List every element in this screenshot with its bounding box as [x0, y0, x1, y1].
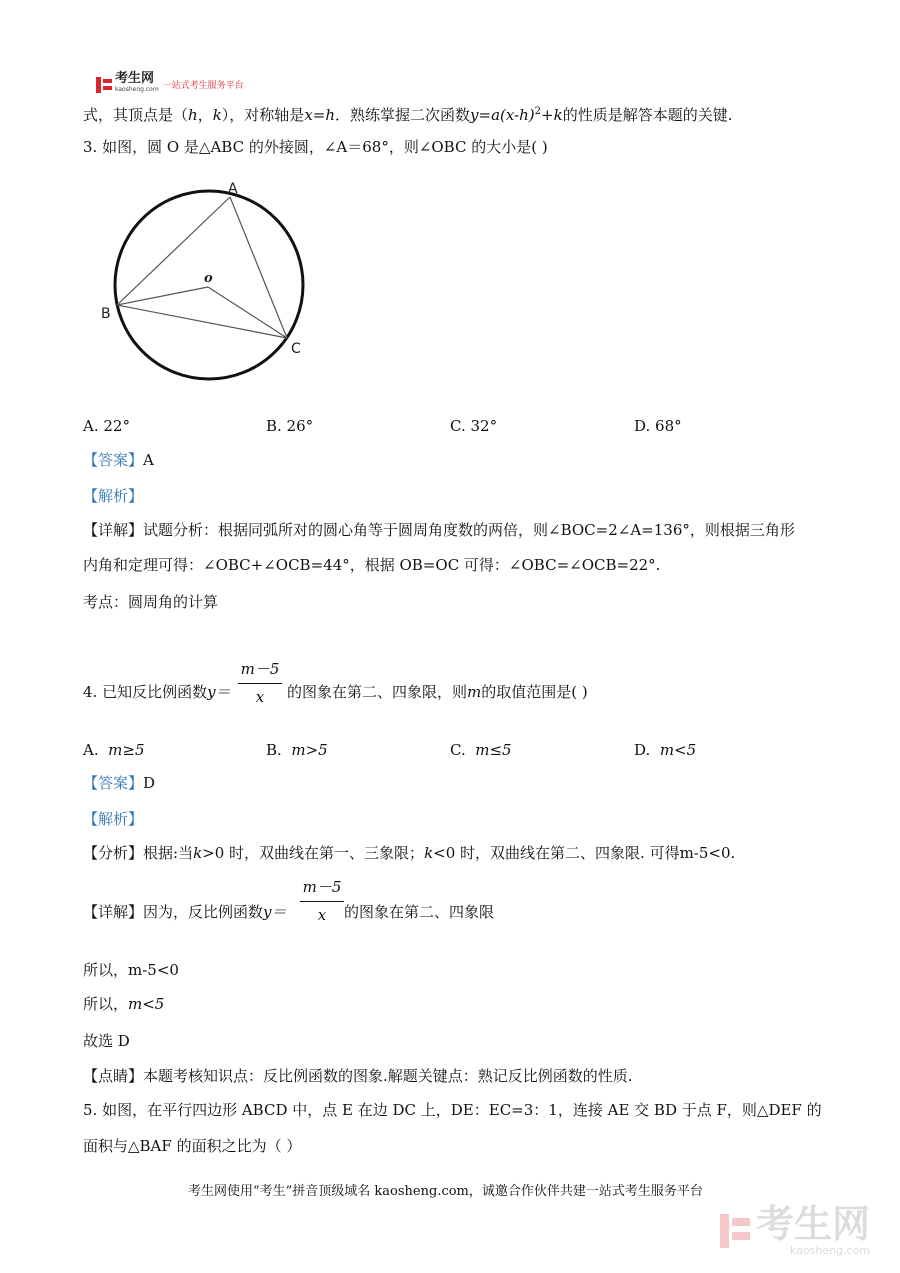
q3-detail-line1: 【详解】试题分析：根据同弧所对的圆心角等于圆周角度数的两倍，则∠BOC=2∠A=136°，则根据三角形 — [83, 521, 795, 539]
q4-option-a: A. m≥5 — [83, 741, 145, 759]
q5-line2: 面积与△BAF 的面积之比为（ ） — [83, 1137, 302, 1155]
q4-analysis: 【分析】根据:当k>0 时，双曲线在第一、三象限；k<0 时，双曲线在第二、四象限. 可得m-5<0. — [83, 844, 736, 862]
q2-tail-line: 式，其顶点是（h，k），对称轴是x=h．熟练掌握二次函数$y=a(x-h)^2+k$的性质是解答本题的关键. — [83, 106, 733, 124]
q4-so2: 所以，m<5 — [83, 995, 165, 1013]
q4-detail-prefix: 【详解】因为，反比例函数y＝ — [83, 903, 287, 921]
q3-option-d: D. 68° — [634, 417, 682, 435]
q4-stem-prefix: 4. 已知反比例函数y＝ — [83, 683, 231, 701]
page-footer: 考生网使用“考生”拼音顶级域名 kaosheng.com，诚邀合作伙伴共建一站式考生服务平台 — [188, 1184, 703, 1199]
q4-choose: 故选 D — [83, 1032, 130, 1050]
q4-frac-num: m－5 — [240, 660, 280, 678]
q4-so1: 所以，m-5<0 — [83, 961, 179, 979]
watermark-domain: kaosheng.com — [789, 1244, 871, 1257]
watermark-icon — [720, 1214, 750, 1248]
q4-fraction — [238, 658, 282, 706]
label-c: C — [291, 341, 301, 357]
q4-analysis-tag: 【解析】 — [83, 810, 144, 828]
q3-answer: 【答案】A — [83, 451, 154, 469]
q4-option-b: B. m>5 — [266, 741, 328, 759]
header-slogan: 一站式考生服务平台 — [162, 81, 244, 91]
q4-option-c: C. m≤5 — [450, 741, 512, 759]
q3-stem: 3. 如图，圆 O 是△ABC 的外接圆，∠A＝68°，则∠OBC 的大小是( ) — [83, 138, 548, 156]
segment-ab — [117, 197, 230, 305]
q4-frac-den: x — [255, 688, 265, 706]
q4-detail-fraction: m－5 x — [300, 876, 344, 924]
q3-option-b: B. 26° — [266, 417, 314, 435]
q3-detail-line2: 内角和定理可得：∠OBC+∠OCB=44°，根据 OB=OC 可得：∠OBC=∠OCB=22°. — [83, 556, 661, 574]
q3-option-a: A. 22° — [83, 417, 130, 435]
q3-option-c: C. 32° — [450, 417, 498, 435]
q4-answer: 【答案】D — [83, 774, 156, 792]
q4-stem-suffix: 的图象在第二、四象限，则m的取值范围是( ) — [287, 683, 588, 701]
watermark-name: 考生网 — [756, 1202, 871, 1246]
watermark-logo — [720, 1204, 870, 1257]
q4-option-d: D. m<5 — [634, 741, 697, 759]
label-a: A — [228, 181, 238, 197]
logo-icon — [96, 77, 112, 93]
q3-point: 考点：圆周角的计算 — [83, 593, 219, 611]
q4-detail-suffix: 的图象在第二、四象限 — [344, 903, 495, 921]
q4-note: 【点睛】本题考核知识点：反比例函数的图象.解题关键点：熟记反比例函数的性质. — [83, 1067, 633, 1085]
header-logo — [96, 72, 244, 93]
logo-name: 考生网 — [115, 71, 155, 86]
q3-analysis-tag: 【解析】 — [83, 487, 144, 505]
segment-ob — [117, 287, 208, 305]
logo-domain: kaosheng.com — [115, 86, 159, 93]
label-o: o — [204, 271, 213, 286]
segment-ac — [230, 197, 287, 338]
label-b: B — [101, 306, 111, 322]
circle-figure — [100, 175, 320, 385]
q5-line1: 5. 如图，在平行四边形 ABCD 中，点 E 在边 DC 上，DE：EC=3：1，连接 AE 交 BD 于点 F，则△DEF 的 — [83, 1101, 822, 1119]
